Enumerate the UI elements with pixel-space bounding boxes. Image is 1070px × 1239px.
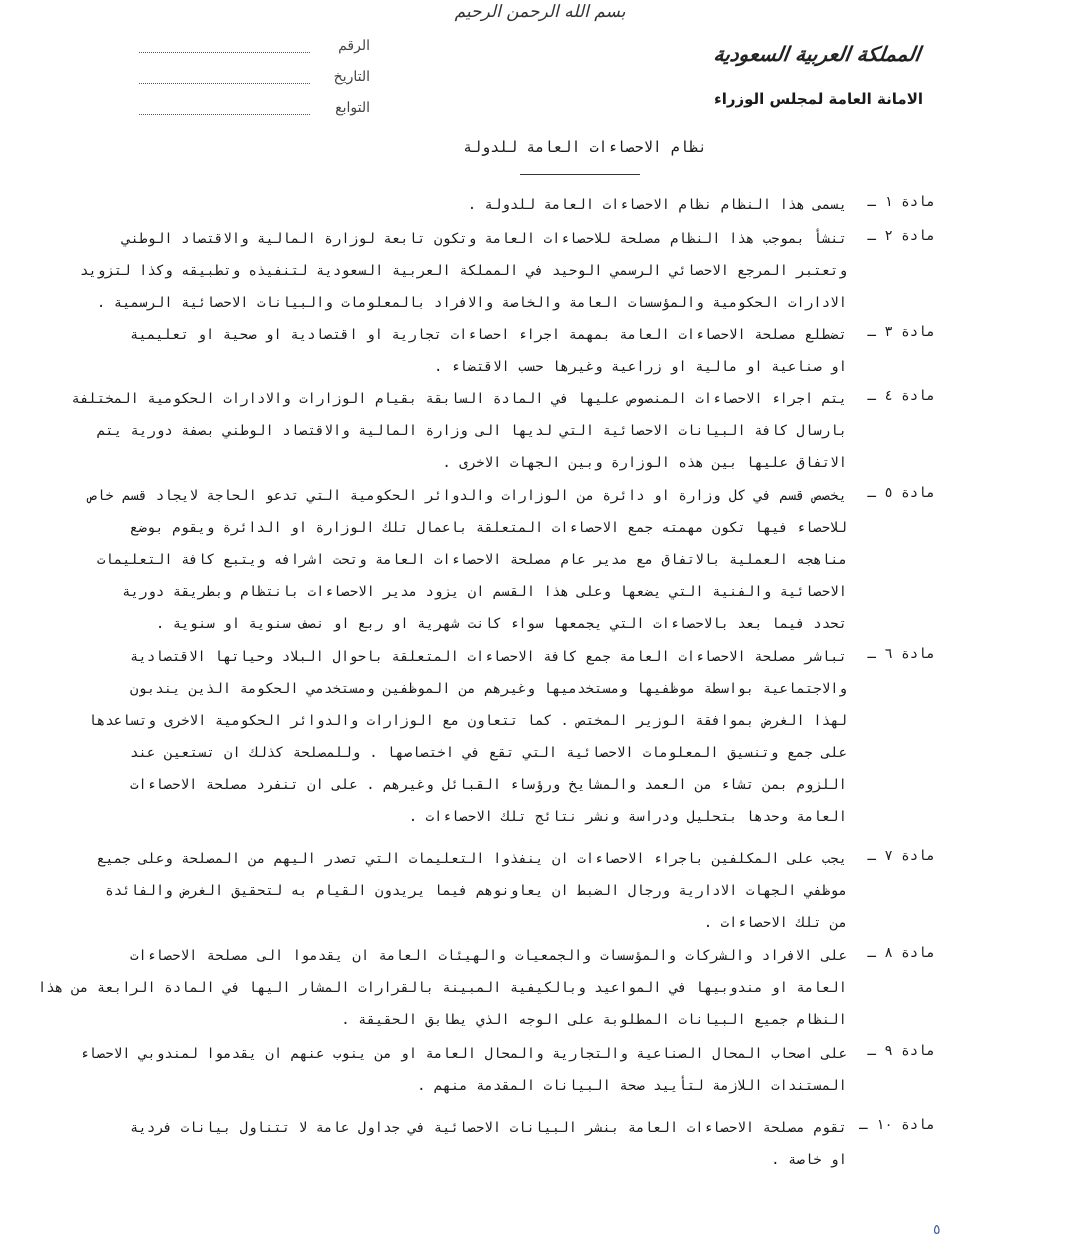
article-number-label: مادة ١ ـ [867,194,935,210]
article-text-line: الادارات الحكومية والمؤسسات العامة والخاصة والافراد بالمعلومات والبيانات الاحصائية الرسمية . [96,295,847,311]
article-text-line: يسمى هذا النظام نظام الاحصاءات العامة للدولة . [467,197,847,213]
title-underline [520,174,640,175]
article-text-line: يجب على المكلفين باجراء الاحصاءات ان ينفذوا التعليمات التي تصدر اليهم من المصلحة وعلى جميع [96,851,847,867]
article-body [96,848,847,944]
article-body [88,485,847,645]
article-text-line: على جمع وتنسيق المعلومات الاحصائية التي تقع في اختصاصها . وللمصلحة كذلك ان تستعين عند [130,745,847,761]
article-text-line: تحدد فيما بعد بالاحصاءات التي يجمعها سواء كانت شهرية او ربع او نصف سنوية او سنوية . [155,616,847,632]
article-number-label: مادة ٢ ـ [867,228,935,244]
article-text-line: بارسال كافة البيانات الاحصائية التي لديها الى وزارة المالية والاقتصاد الوطني بصفة دورية يتم [96,423,847,439]
article-text-line: يخصص قسم في كل وزارة او دائرة من الوزارات والدوائر الحكومية التي تدعو الحاجة لايجاد قسم خاص [88,488,847,504]
article-body [71,388,847,484]
article-text-line: النظام جميع البيانات المطلوبة على الوجه الذي يطابق الحقيقة . [341,1012,847,1028]
article-text-line: من تلك الاحصاءات . [703,915,847,931]
letterhead [712,38,925,118]
article-body [88,646,847,838]
article-body [37,945,847,1041]
article-number-label: مادة ٥ ـ [867,485,935,501]
article-number-label: مادة ١٠ ـ [859,1117,935,1133]
article-text-line: تنشأ بموجب هذا النظام مصلحة للاحصاءات العامة وتكون تابعة لوزارة المالية والاقتصاد الوطني [122,231,847,247]
article-text-line: تضطلع مصلحة الاحصاءات العامة بمهمة اجراء احصاءات تجارية او اقتصادية او صحية او تعليمية [130,327,847,343]
article-text-line: لهذا الغرض بموافقة الوزير المختص . كما تتعاون مع الوزارات والدوائر الحكومية الاخرى وتساعدها [88,713,847,729]
article-text-line: والاجتماعية بواسطة موظفيها ومستخدميها وغيرهم من الموظفين ومستخدمي الحكومة الذين يندبون [130,681,847,697]
organization-name: الامانة العامة لمجلس الوزراء [714,90,923,108]
article-body [130,194,847,226]
basmala-heading: بسم الله الرحمن الرحيم [454,2,626,22]
article-number-label: مادة ٩ ـ [867,1043,935,1059]
article-text-line: العامة وحدها بتحليل ودراسة ونشر نتائج تلك الاحصاءات . [408,809,847,825]
reference-number-field [135,38,370,69]
dotted-line [139,114,310,115]
article-number-label: مادة ٤ ـ [867,388,935,404]
article-body [130,1117,847,1181]
article-text-line: تباشر مصلحة الاحصاءات العامة جمع كافة الاحصاءات المتعلقة باحوال البلاد وحياتها الاقتصادية [130,649,847,665]
article-text-line: او صناعية او مالية او زراعية وغيرها حسب الاقتضاء . [433,359,847,375]
article-text-line: وتعتبر المرجع الاحصائي الرسمي الوحيد في المملكة العربية السعودية لتنفيذه وتطبيقه وكذا لتزويد [79,263,847,279]
reference-date-label: التاريخ [333,69,370,85]
article-text-line: مناهجه العملية بالاتفاق مع مدير عام مصلحة الاحصاءات العامة وتحت اشرافه ويتبع كافة التعليمات [96,552,847,568]
dotted-line [139,83,310,84]
reference-attachments-field [135,100,370,131]
article-number-label: مادة ٣ ـ [867,324,935,340]
article-body [79,1043,847,1107]
article-text-line: على الافراد والشركات والمؤسسات والجمعيات والهيئات العامة ان يقدموا الى مصلحة الاحصاءات [130,948,847,964]
article-text-line: اللزوم بمن تشاء من العمد والمشايخ ورؤساء القبائل وغيرهم . على ان تنفرد مصلحة الاحصاءات [130,777,847,793]
article-text-line: المستندات اللازمة لتأييد صحة البيانات المقدمة منهم . [417,1078,847,1094]
reference-number-label: الرقم [338,38,370,54]
article-text-line: موظفي الجهات الادارية ورجال الضبط ان يعاونوهم فيما يريدون القيام به لتحقيق الغرض والفائدة [105,883,847,899]
article-text-line: على اصحاب المحال الصناعية والتجارية والمحال العامة او من ينوب عنهم ان يقدموا لمندوبي الاحصاء [79,1046,847,1062]
article-body [79,228,847,324]
dotted-line [139,52,310,53]
reference-date-field [135,69,370,100]
article-text-line: تقوم مصلحة الاحصاءات العامة بنشر البيانات الاحصائية في جداول عامة لا تتناول بيانات فردية [130,1120,847,1136]
article-text-line: الاحصائية والفنية التي يضعها وعلى هذا القسم ان يزود مدير الاحصاءات بانتظام وبطريقة دورية [122,584,847,600]
reference-attachments-label: التوابع [335,100,370,116]
page-number: ٥ [933,1222,941,1238]
article-number-label: مادة ٨ ـ [867,945,935,961]
article-text-line: للاحصاء فيها تكون مهمته جمع الاحصاءات المتعلقة باعمال تلك الوزارة او الدائرة ويقوم بوضع [130,520,847,536]
article-text-line: الاتفاق عليها بين هذه الوزارة وبين الجهات الاخرى . [442,455,847,471]
article-body [130,324,847,388]
article-number-label: مادة ٧ ـ [867,848,935,864]
article-text-line: يتم اجراء الاحصاءات المنصوص عليها في المادة السابقة بقيام الوزارات والادارات الحكومية المختلفة [71,391,847,407]
article-text-line: او خاصة . [771,1152,847,1168]
article-number-label: مادة ٦ ـ [867,646,935,662]
article-text-line: العامة او مندوبيها في المواعيد وبالكيفية المبينة بالقرارات المشار اليها في المادة الرابعة من هذا [37,980,847,996]
document-title: نظام الاحصاءات العامة للدولة [463,138,707,156]
reference-fields [135,38,370,131]
kingdom-calligraphy-logo: المملكة العربية السعودية [712,42,922,66]
